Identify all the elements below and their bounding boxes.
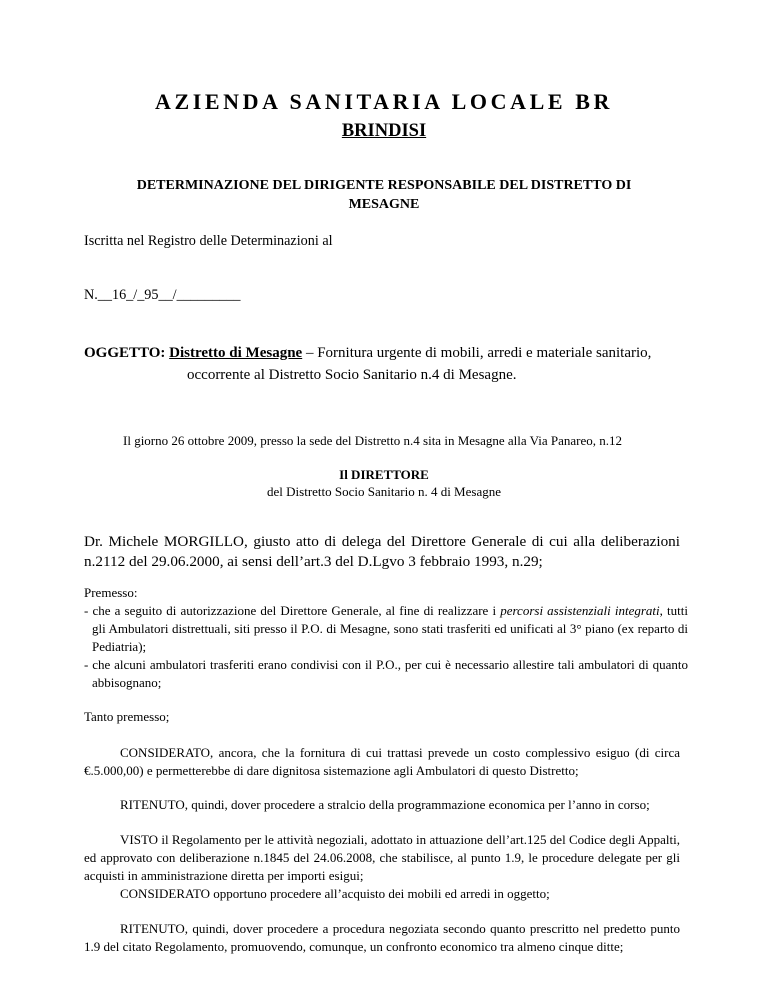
oggetto-label: OGGETTO <box>84 345 161 361</box>
director-title: Il DIRETTORE <box>339 467 429 482</box>
oggetto-text-line1: – Fornitura urgente di mobili, arredi e materiale sanitario, <box>302 345 652 361</box>
ritenuto-paragraph-2: RITENUTO, quindi, dover procedere a procedura negoziata secondo quanto prescritto nel predetto punto 1.9 del citato Regolamento, promuovendo, comunque, un confronto economico tra almeno cinque ditte; <box>84 921 680 954</box>
registry-line: Iscritta nel Registro delle Determinazioni al <box>84 233 333 249</box>
city-title: BRINDISI <box>341 121 427 141</box>
premesso-bullet-2: - che alcuni ambulatori trasferiti erano condivisi con il P.O., per cui è necessario allestire tali ambulatori di quanto abbisognano; <box>84 657 688 690</box>
ritenuto-paragraph-1: RITENUTO, quindi, dover procedere a stralcio della programmazione economica per l’anno in corso; <box>120 797 650 812</box>
premesso-bullet-1: - che a seguito di autorizzazione del Direttore Generale, al fine di realizzare i percorsi assistenziali integrati, tutti gli Ambulatori distrettuali, siti presso il P.O. di Mesagne, sono stati trasferiti ed unificati al 3° piano (ex reparto di Pediatria); <box>84 603 688 654</box>
considerato-paragraph-1: CONSIDERATO, ancora, che la fornitura di cui trattasi prevede un costo complessivo esiguo (di circa €.5.000,00) e permetterebbe di dare dignitosa sistemazione agli Ambulatori di questo Distretto; <box>84 745 680 778</box>
oggetto-district: Distretto di Mesagne <box>169 345 303 361</box>
visto-paragraph: VISTO il Regolamento per le attività negoziali, adottato in attuazione dell’art.125 del Codice degli Appalti, ed approvato con deliberazione n.1845 del 24.06.2008, che stabilisce, al punto 1.9, le procedure delegate per gli acquisti in amministrazione diretta per importi esigui; <box>84 832 680 883</box>
italic-phrase: percorsi assistenziali integrati <box>500 603 660 618</box>
registry-number: N.__16_/_95__/_________ <box>84 287 241 303</box>
org-title: AZIENDA SANITARIA LOCALE BR <box>154 89 614 114</box>
considerato-paragraph-2: CONSIDERATO opportuno procedere all’acquisto dei mobili ed arredi in oggetto; <box>120 886 550 901</box>
premesso-heading: Premesso: <box>84 585 138 600</box>
tanto-premesso: Tanto premesso; <box>84 709 170 724</box>
oggetto-text-line2: occorrente al Distretto Socio Sanitario n.4 di Mesagne. <box>187 367 517 383</box>
director-subtitle: del Distretto Socio Sanitario n. 4 di Mesagne <box>267 484 501 499</box>
determination-title: DETERMINAZIONE DEL DIRIGENTE RESPONSABILE DEL DISTRETTO DI MESAGNE <box>136 178 632 212</box>
oggetto-line: OGGETTO: Distretto di Mesagne – Fornitura urgente di mobili, arredi e materiale sanitario, <box>84 345 652 361</box>
dr-paragraph: Dr. Michele MORGILLO, giusto atto di delega del Direttore Generale di cui alla deliberazioni n.2112 del 29.06.2000, ai sensi dell’art.3 del D.Lgvo 3 febbraio 1993, n.29; <box>84 533 680 570</box>
giorno-line: Il giorno 26 ottobre 2009, presso la sede del Distretto n.4 sita in Mesagne alla Via Panareo, n.12 <box>123 433 623 448</box>
